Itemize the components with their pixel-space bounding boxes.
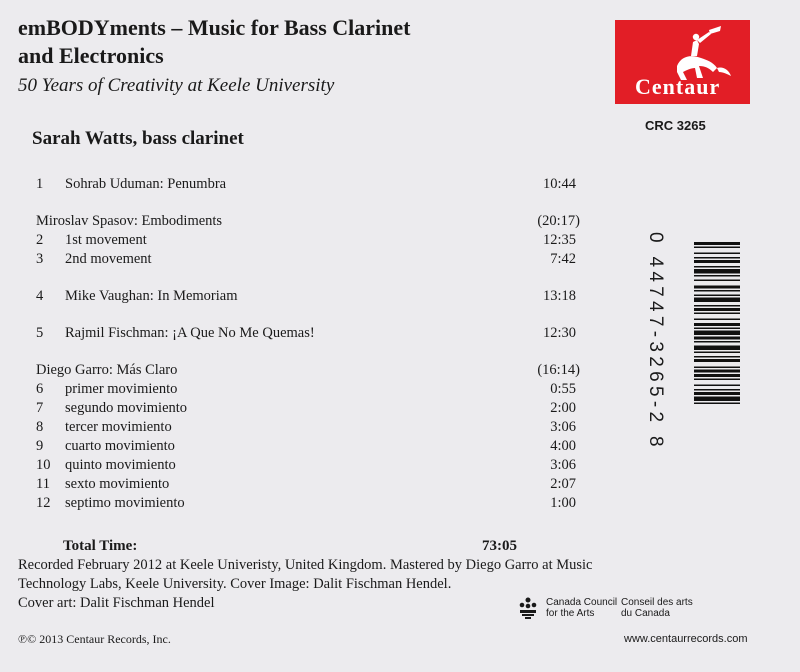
track-row <box>36 325 576 343</box>
barcode-bar <box>694 397 740 402</box>
barcode-bars <box>672 238 742 458</box>
track-number: 1 <box>36 176 44 192</box>
work-row <box>36 362 580 380</box>
work-time: (16:14) <box>537 362 580 378</box>
barcode-bar <box>694 313 740 315</box>
track-row <box>36 176 576 194</box>
track-time: 4:00 <box>550 438 576 454</box>
track-number: 2 <box>36 232 44 248</box>
work-title: Diego Garro: Más Claro <box>36 362 178 378</box>
barcode-bar <box>694 280 740 282</box>
track-row <box>36 381 576 399</box>
barcode-bar <box>694 260 740 263</box>
barcode-bar <box>694 337 740 340</box>
barcode-bar <box>694 308 740 311</box>
track-title: 1st movement <box>65 232 147 248</box>
track-time: 7:42 <box>550 251 576 267</box>
total-time-label: Total Time: <box>63 538 138 554</box>
work-row <box>36 213 580 231</box>
track-number: 12 <box>36 495 51 511</box>
barcode-bar <box>694 319 740 321</box>
centaur-logo <box>615 20 750 104</box>
barcode-bar <box>694 392 740 395</box>
track-list <box>36 176 580 516</box>
barcode-bar <box>694 374 740 377</box>
track-title: 2nd movement <box>65 251 152 267</box>
barcode-bar <box>694 290 740 292</box>
track-number: 5 <box>36 325 44 341</box>
track-number: 7 <box>36 400 44 416</box>
barcode-bar <box>694 367 740 369</box>
barcode-bar <box>694 385 740 387</box>
work-time: (20:17) <box>537 213 580 229</box>
barcode-bar <box>694 242 740 245</box>
barcode-bar <box>694 247 740 249</box>
barcode-bar <box>694 370 740 373</box>
credits-line: Cover art: Dalit Fischman Hendel <box>18 595 215 611</box>
track-title: segundo movimiento <box>65 400 188 416</box>
track-title: sexto movimiento <box>65 476 170 492</box>
track-time: 2:00 <box>550 400 576 416</box>
track-title: quinto movimiento <box>65 457 176 473</box>
track-number: 9 <box>36 438 44 454</box>
website: www.centaurrecords.com <box>624 633 748 645</box>
barcode-bar <box>694 331 740 336</box>
barcode-bar <box>694 266 740 268</box>
track-row <box>36 438 576 456</box>
track-time: 1:00 <box>550 495 576 511</box>
track-title: cuarto movimiento <box>65 438 175 454</box>
track-number: 11 <box>36 476 50 492</box>
album-title-line-2: and Electronics <box>18 43 164 68</box>
barcode-bar <box>694 328 740 330</box>
barcode-bar <box>694 346 740 351</box>
track-title: Mike Vaughan: In Memoriam <box>65 288 238 304</box>
track-number: 4 <box>36 288 44 304</box>
track-row <box>36 457 576 475</box>
canada-council-fr-line-1: Conseil des arts <box>621 597 693 608</box>
track-row <box>36 400 576 418</box>
barcode-bar <box>694 389 740 391</box>
barcode <box>672 238 742 458</box>
barcode-bar <box>694 305 740 307</box>
barcode-bar <box>694 341 740 343</box>
track-time: 12:35 <box>542 232 576 248</box>
track-row <box>36 495 576 513</box>
barcode-bar <box>694 269 740 274</box>
track-row <box>36 232 576 250</box>
work-title: Miroslav Spasov: Embodiments <box>36 213 223 229</box>
track-number: 8 <box>36 419 44 435</box>
track-time: 12:30 <box>542 325 576 341</box>
track-row <box>36 288 576 306</box>
barcode-bar <box>694 257 740 259</box>
track-time: 13:18 <box>542 288 576 304</box>
track-time: 10:44 <box>542 176 576 192</box>
logo-wordmark: Centaur <box>635 74 721 99</box>
canada-council-en <box>546 597 617 619</box>
track-title: tercer movimiento <box>65 419 172 435</box>
barcode-bar <box>694 403 740 405</box>
catalog-number: CRC 3265 <box>645 118 706 133</box>
canada-council-en-line-2: for the Arts <box>546 608 595 619</box>
canada-council-fr-line-2: du Canada <box>621 608 670 619</box>
track-time: 3:06 <box>550 419 576 435</box>
track-number: 3 <box>36 251 44 267</box>
barcode-bar <box>694 286 740 289</box>
canada-council-icon <box>516 596 540 620</box>
track-row <box>36 251 576 269</box>
album-title-line-1: emBODYments – Music for Bass Clarinet <box>18 15 411 40</box>
track-time: 2:07 <box>550 476 576 492</box>
barcode-bar <box>694 295 740 297</box>
barcode-bar <box>694 298 740 303</box>
canada-council-fr <box>621 597 693 619</box>
track-row <box>36 419 576 437</box>
album-subtitle: 50 Years of Creativity at Keele University <box>18 75 335 96</box>
track-time: 0:55 <box>550 381 576 397</box>
track-title: septimo movimiento <box>65 495 185 511</box>
track-time: 3:06 <box>550 457 576 473</box>
total-time-value: 73:05 <box>482 538 517 554</box>
barcode-bar <box>694 352 740 354</box>
barcode-bar <box>694 379 740 381</box>
barcode-digits: 0 44747-3265-2 8 <box>645 232 666 451</box>
credits-line: Technology Labs, Keele University. Cover Image: Dalit Fischman Hendel. <box>18 576 452 592</box>
barcode-bar <box>694 323 740 326</box>
copyright: ℗© 2013 Centaur Records, Inc. <box>18 632 171 646</box>
canada-council-en-line-1: Canada Council <box>546 597 618 608</box>
track-title: Rajmil Fischman: ¡A Que No Me Quemas! <box>65 325 315 341</box>
track-number: 10 <box>36 457 51 473</box>
track-title: primer movimiento <box>65 381 178 397</box>
performer: Sarah Watts, bass clarinet <box>32 128 244 149</box>
barcode-bar <box>694 356 740 358</box>
track-title: Sohrab Uduman: Penumbra <box>65 176 227 192</box>
barcode-bar <box>694 359 740 362</box>
credits-line: Recorded February 2012 at Keele Univeristy, United Kingdom. Mastered by Diego Garro at Music <box>18 557 593 573</box>
track-number: 6 <box>36 381 44 397</box>
barcode-bar <box>694 253 740 255</box>
track-row <box>36 476 576 494</box>
barcode-bar <box>694 275 740 277</box>
